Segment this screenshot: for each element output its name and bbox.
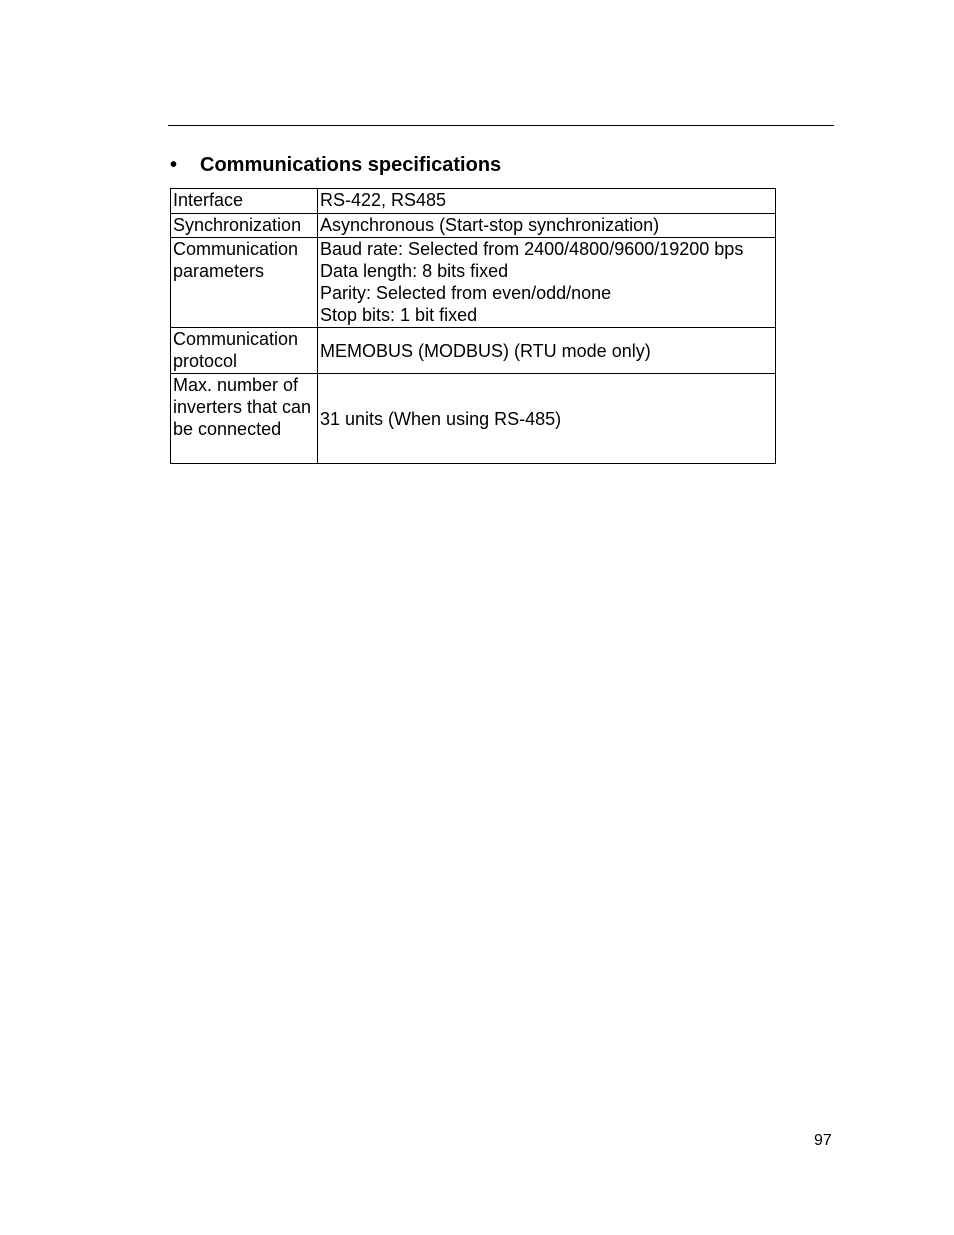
- communications-spec-table: [170, 188, 776, 464]
- value-line: Parity: Selected from even/odd/none: [320, 283, 612, 303]
- value-line: MEMOBUS (MODBUS) (RTU mode only): [320, 340, 651, 361]
- row-value: [318, 238, 776, 328]
- section-title: Communications specifications: [200, 154, 502, 176]
- value-line: Baud rate: Selected from 2400/4800/9600/19200 bps: [320, 239, 744, 259]
- value-line: Asynchronous (Start-stop synchronization): [320, 215, 660, 235]
- header-rule: [168, 125, 834, 126]
- row-label: Communication parameters: [171, 238, 318, 328]
- value-line: Data length: 8 bits fixed: [320, 261, 509, 281]
- section-heading: [170, 152, 501, 178]
- table-row: [171, 374, 776, 464]
- table-row: [171, 214, 776, 238]
- row-value: [318, 214, 776, 238]
- value-line: RS-422, RS485: [320, 190, 447, 210]
- row-value: [318, 328, 776, 374]
- row-label: Interface: [171, 189, 318, 214]
- row-value: [318, 374, 776, 464]
- value-line: 31 units (When using RS-485): [320, 408, 562, 429]
- table-row: [171, 328, 776, 374]
- row-label: Synchronization: [171, 214, 318, 238]
- value-line: Stop bits: 1 bit fixed: [320, 305, 478, 325]
- row-label: Communication protocol: [171, 328, 318, 374]
- table-row: [171, 189, 776, 214]
- bullet-icon: •: [170, 154, 178, 176]
- row-value: [318, 189, 776, 214]
- row-label: Max. number of inverters that can be connected: [171, 374, 318, 464]
- table-row: [171, 238, 776, 328]
- page-number: 97: [814, 1132, 832, 1149]
